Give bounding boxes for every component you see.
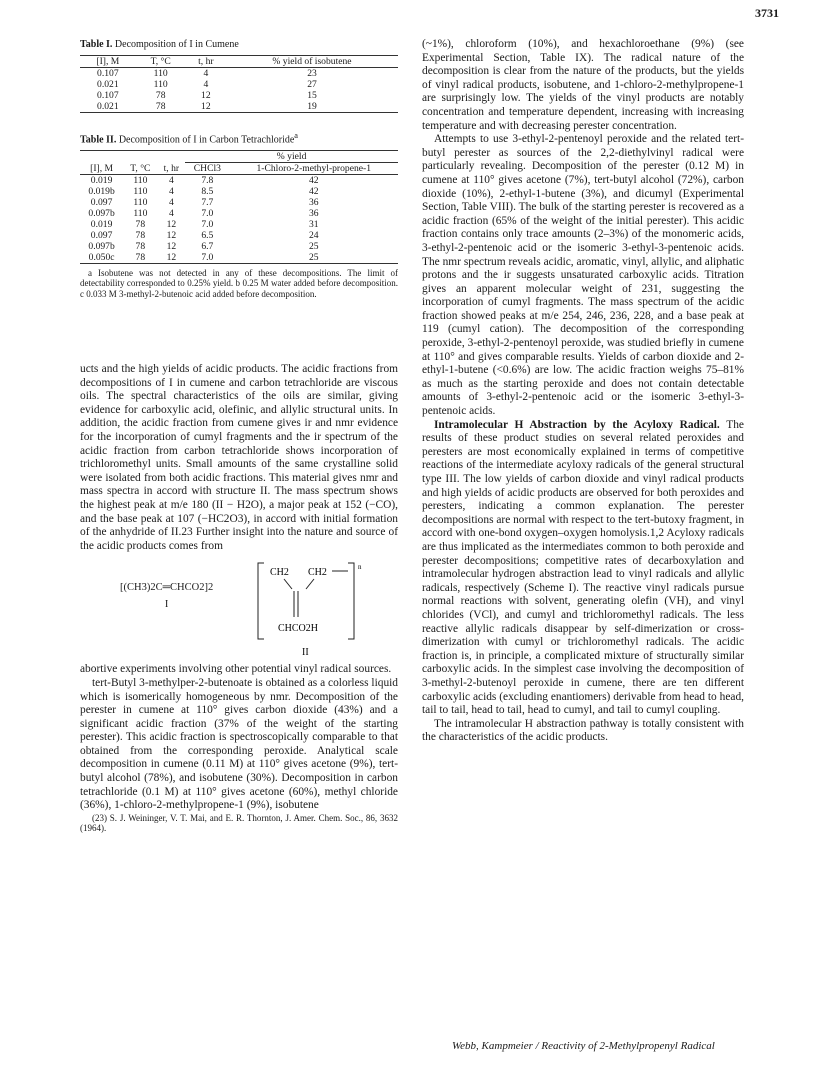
table-cell: 12 bbox=[201, 89, 211, 101]
left-paragraph: abortive experiments involving other potential vinyl radical sources. bbox=[80, 663, 392, 676]
structure-I-formula: [(CH3)2C═CHCO2]2 bbox=[120, 582, 214, 594]
structures bbox=[80, 559, 398, 659]
table2-header: t, hr bbox=[158, 162, 186, 174]
table-cell: 25 bbox=[308, 240, 319, 252]
right-paragraph: (~1%), chloroform (10%), and hexachloroethane (9%) (see Experimental Section, Table IX). The radical nature of the decomposition is clear from the nature of the products, but the yields of vinyl radical products, isobutene, and 1-chloro-2-methylpropene-1 are surprisingly low. The yields of the vinyl products are notably concentration and temperature dependent, increasing with increasing temperature and with decreasing perester concentration. bbox=[422, 38, 744, 132]
right-column bbox=[422, 38, 744, 745]
table2-footnotes bbox=[80, 268, 398, 300]
table-row bbox=[80, 252, 398, 264]
right-paragraph: Attempts to use 3-ethyl-2-pentenoyl peroxide and the related tert-butyl perester as sources of the 2,2-diethylvinyl radical were particularly revealing. Decomposition of the perester (0.12 M) in cumene at 110° gives acetone (7%), tert-butyl alcohol (72%), carbon dioxide (10%), 2-ethyl-1-butene (3%), and dicumyl (Experimental Section, Table VIII). The bulk of the starting perester is recovered as a acidic fraction (65% of the weight of the initial perester). This acidic fraction contains only trace amounts (2–3%) of the monomeric acids, 3-ethyl-2-pentenoic acid or the isomeric 3-ethyl-3-pentenoic acids. The nmr spectrum reveals acidic, aromatic, vinyl, allylic, and aliphatic protons and the ir suggests unsaturated carboxylic acids. Titration gives an apparent molecular weight of 231, suggesting the incorporation of cumyl fragments. The mass spectrum of the acidic fraction showed peaks at m/e 254, 246, 236, 228, and a base peak at 119 (cumyl cation). The decomposition of the corresponding peroxide, 3-ethyl-2-pentenoyl peroxide, was studied briefly in cumene at 110° and gives comparable results. Yields of carbon dioxide and 2-ethyl-1-butene (<0.6%) are low. The acidic fraction weighs 75–81% as much as the starting peroxide and does not contain detectable amounts of 3-ethyl-2-pentenoic acid or the isomeric 3-ethyl-3-pentenoic acids. bbox=[422, 133, 744, 418]
table-cell: 15 bbox=[307, 89, 317, 101]
table-cell: 24 bbox=[308, 229, 319, 241]
table-cell: 42 bbox=[308, 185, 319, 197]
table-row bbox=[80, 79, 398, 90]
table-cell: 12 bbox=[166, 218, 177, 230]
right-paragraph: The intramolecular H abstraction pathway is totally consistent with the characteristics of the acidic products. bbox=[422, 717, 744, 744]
table-cell: 12 bbox=[158, 252, 186, 264]
table2-caption-label: Table II. bbox=[80, 133, 117, 145]
table-cell: 8.5 bbox=[201, 185, 214, 197]
table-cell: 0.107 bbox=[97, 89, 119, 101]
table2-header: CHCl3 bbox=[185, 162, 229, 174]
table-cell: 0.097 bbox=[90, 229, 113, 241]
table2-footnote-text: a Isobutene was not detected in any of these decompositions. The limit of detectability corresponded to 0.25% yield. b 0.25 M water added before decomposition. c 0.033 M 3-methyl-2-butenoic acid added before decomposition. bbox=[80, 267, 398, 299]
table2-header: T, °C bbox=[123, 162, 157, 174]
table-cell: 0.050c bbox=[80, 252, 123, 264]
table-cell: 78 bbox=[155, 89, 166, 101]
table-cell: 7.0 bbox=[201, 218, 214, 230]
page-number: 3731 bbox=[755, 6, 779, 20]
table-cell: 4 bbox=[168, 185, 174, 197]
table1-header: [I], M bbox=[80, 55, 136, 67]
structure-II-drawing bbox=[256, 559, 376, 659]
table-cell: 4 bbox=[168, 207, 174, 219]
reference-23: (23) S. J. Weininger, V. T. Mai, and E. R. Thornton, J. Amer. Chem. Soc., 86, 3632 (1964). bbox=[80, 812, 398, 834]
table-cell: 78 bbox=[135, 240, 146, 252]
table-cell: 27 bbox=[307, 78, 317, 90]
table-row bbox=[80, 67, 398, 79]
table2-caption-sup: a bbox=[294, 130, 298, 140]
table2 bbox=[80, 150, 398, 264]
table-cell: 12 bbox=[166, 240, 177, 252]
table-cell: 110 bbox=[133, 196, 148, 208]
table1-header: T, °C bbox=[136, 55, 186, 67]
table-cell: 110 bbox=[133, 174, 148, 186]
table-cell: 110 bbox=[153, 67, 168, 79]
table-row bbox=[80, 186, 398, 197]
structure-II-chco2h: CHCO2H bbox=[278, 623, 319, 635]
table-cell: 36 bbox=[308, 207, 319, 219]
table-cell: 6.5 bbox=[201, 229, 214, 241]
running-footer: Webb, Kampmeier / Reactivity of 2-Methylpropenyl Radical bbox=[452, 1040, 715, 1052]
table-cell: 19 bbox=[226, 101, 398, 113]
table-cell: 4 bbox=[203, 67, 209, 79]
table-cell: 36 bbox=[308, 196, 319, 208]
table1 bbox=[80, 55, 398, 113]
table-row bbox=[80, 241, 398, 252]
table-cell: 12 bbox=[166, 229, 177, 241]
structure-I bbox=[120, 581, 213, 611]
table2-header: [I], M bbox=[80, 162, 123, 174]
table-row bbox=[80, 174, 398, 186]
table-cell: 78 bbox=[135, 229, 146, 241]
table2-caption-text: Decomposition of I in Carbon Tetrachloride bbox=[118, 133, 295, 145]
table1-caption bbox=[80, 38, 398, 52]
table-cell: 0.097b bbox=[88, 240, 115, 252]
table2-caption bbox=[80, 129, 398, 147]
table-cell: 23 bbox=[307, 67, 317, 79]
table-cell: 25 bbox=[230, 252, 398, 264]
table1-caption-text: Decomposition of I in Cumene bbox=[114, 39, 239, 50]
table-cell: 42 bbox=[308, 174, 319, 186]
table-cell: 0.107 bbox=[97, 67, 119, 79]
table-cell: 12 bbox=[186, 101, 226, 113]
left-column bbox=[80, 38, 398, 834]
table-cell: 0.019b bbox=[88, 185, 115, 197]
table-cell: 78 bbox=[123, 252, 157, 264]
table-cell: 4 bbox=[168, 196, 174, 208]
table-cell: 7.8 bbox=[201, 174, 214, 186]
table1-header: t, hr bbox=[186, 55, 226, 67]
table1-caption-label: Table I. bbox=[80, 39, 113, 50]
structure-II-subscript: n bbox=[358, 563, 362, 572]
table-cell: 78 bbox=[135, 218, 146, 230]
table-cell: 110 bbox=[133, 185, 148, 197]
table-cell: 0.019 bbox=[90, 218, 113, 230]
table-cell: 7.7 bbox=[201, 196, 214, 208]
structure-II-label: II bbox=[302, 647, 309, 659]
table-cell: 4 bbox=[168, 174, 174, 186]
table-cell: 0.019 bbox=[90, 174, 113, 186]
left-paragraph: tert-Butyl 3-methylper-2-butenoate is obtained as a colorless liquid which is isomerically homogeneous by nmr. Decomposition of the perester in cumene at 110° gives carbon dioxide (43%) and a significant acidic fraction (37% of the weight of the starting perester). This acidic fraction is spectroscopically comparable to that obtained from the corresponding peroxide. Analytical scale decomposition in cumene (0.11 M) at 110° gives acetone (9%), tert-butyl alcohol (78%), and isobutene (30%). Decomposition in carbon tetrachloride (0.1 M) at 110° gives acetone (60%), methyl chloride (36%), 1-chloro-2-methylpropene-1 (9%), isobutene bbox=[80, 676, 398, 812]
right-paragraph: The results of these product studies on several related peroxides and peresters are most economically explained in terms of competitive reactions of the intermediate acyloxy radicals of the general structural type III. The low yields of carbon dioxide and vinyl radical products and high yields of acidic products are observed for both peroxides and peresters, indicating a common explanation. The perester decompositions are normal with respect to the tert-butoxy fragment, in accord with one-bond oxygen–oxygen homolysis.1,2 Acyloxy radicals are thus implicated as the intermediates common to both peroxide and perester decompositions; competitive rates of decarboxylation and intramolecular hydrogen abstraction lead to vinyl radicals and allylic radicals, respectively (Scheme I). The reactive vinyl radicals pursue normal reactions with solvent, generating olefin (VH), and vinyl chlorides (VCl), and cumyl and trichloromethyl radicals. The less reactive allylic radicals disappear by self-dimerization or cross-dimerization with cumyl or trichloromethyl radicals. The acidic fraction is, in principle, a complicated mixture of structurally similar carboxylic acids. In the simplest case involving the decomposition of 3-methyl-2-butenoyl peroxide in cumene, there are ten different carboxylic acids (excluding enantiomers) derivable from head to head, tail to tail, head to tail, head to cumyl, and tail to cumyl coupling. bbox=[422, 418, 745, 717]
table-cell: 0.021 bbox=[80, 101, 136, 113]
table-row bbox=[80, 219, 398, 230]
table-cell: 0.021 bbox=[97, 78, 119, 90]
structure-II-ch2-right: CH2 bbox=[308, 567, 327, 579]
table-cell: 0.097b bbox=[88, 207, 115, 219]
table-cell: 4 bbox=[203, 78, 209, 90]
structure-I-label: I bbox=[164, 598, 169, 610]
table-cell: 0.097 bbox=[90, 196, 113, 208]
table-cell: 7.0 bbox=[201, 207, 214, 219]
table-cell: 6.7 bbox=[201, 240, 214, 252]
table-row bbox=[80, 208, 398, 219]
section-heading: Intramolecular H Abstraction by the Acyloxy Radical. bbox=[434, 418, 720, 431]
table-cell: 110 bbox=[153, 78, 168, 90]
table2-span-header: % yield bbox=[185, 150, 398, 162]
table-cell: 78 bbox=[136, 101, 186, 113]
table-row bbox=[80, 197, 398, 208]
structure-II-ch2-left: CH2 bbox=[270, 567, 289, 579]
table2-header: 1-Chloro-2-methyl-propene-1 bbox=[230, 162, 398, 174]
table-cell: 110 bbox=[133, 207, 148, 219]
table1-header: % yield of isobutene bbox=[226, 55, 398, 67]
table-cell: 7.0 bbox=[185, 252, 229, 264]
table-row bbox=[80, 90, 398, 101]
table-row bbox=[80, 230, 398, 241]
left-paragraph: ucts and the high yields of acidic products. The acidic fractions from decompositions of I in cumene and carbon tetrachloride are viscous oils. The spectral characteristics of the oils are similar, giving evidence for carboxylic acid, olefinic, and allylic structural units. In addition, the acidic fraction from cumene gives ir and nmr evidence for the incorporation of cumyl fragments and the ir spectrum of the acidic fraction from carbon tetrachloride shows incorporation of trichloromethyl units. Small amounts of the same crystalline solid were isolated from both acidic fractions. This material gives nmr and mass spectra in accord with structure II. The mass spectrum shows the highest peak at m/e 180 (II − H2O), a major peak at 152 (−CO), and the base peak at 107 (−HC2O3), in accord with initial formation of the anhydride of II.23 Further insight into the nature and source of the acidic products comes from bbox=[80, 363, 398, 552]
table-row bbox=[80, 101, 398, 113]
table-cell: 31 bbox=[308, 218, 319, 230]
